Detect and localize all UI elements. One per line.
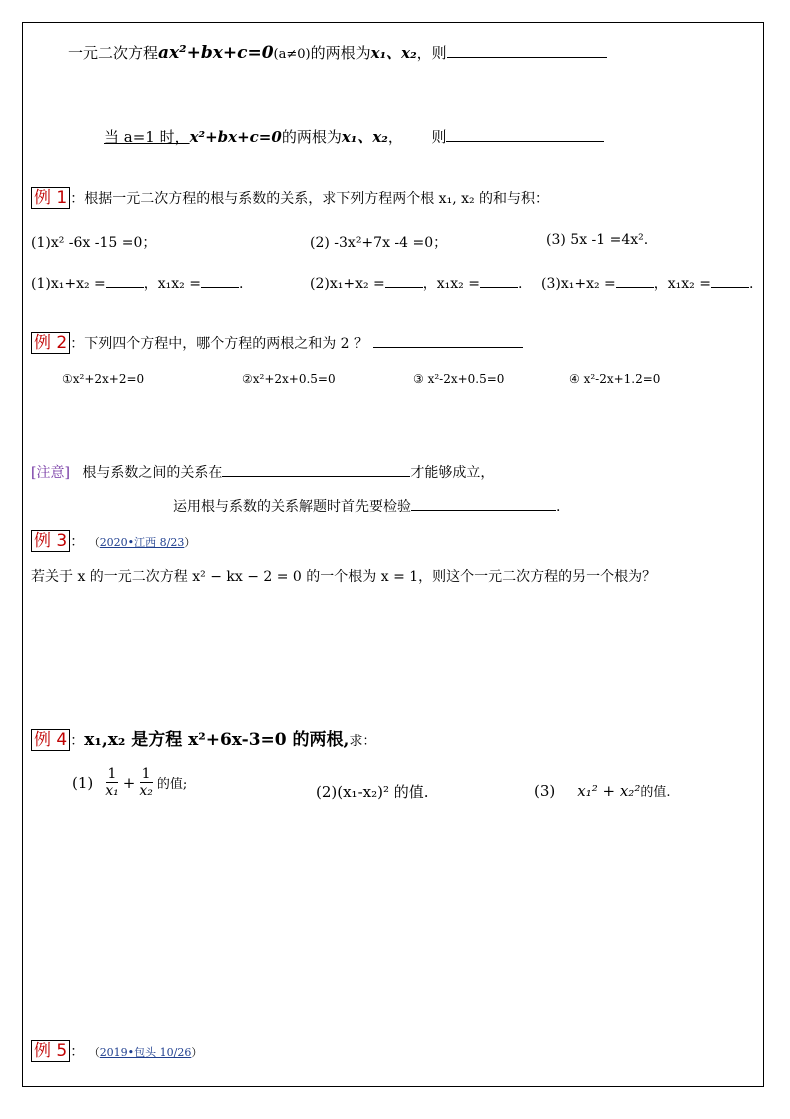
ex4-part-3: (3) x₁² + x₂²的值.	[534, 782, 671, 800]
example-3-header: 例 3 ： （2020•江西 8/23）	[31, 530, 195, 552]
ex1-answer-1: (1)x₁+x₂ = ，x₁x₂ = .	[31, 273, 243, 293]
ex2-option-2: ②x²+2x+0.5=0	[242, 372, 336, 386]
source-link[interactable]: 2019•包头 10/26	[99, 1046, 192, 1059]
example-1-header: 例 1 ：根据一元二次方程的根与系数的关系，求下列方程两个根 x₁, x₂ 的和与积：	[31, 187, 549, 209]
answer-blank[interactable]	[411, 496, 556, 511]
intro-line-2: 当 a=1 时，x²+bx+c=0的两根为x₁、x₂， 则	[104, 126, 604, 147]
fraction: $\frac{1}{\text{x₂}}$	[139, 766, 153, 799]
example-2-header: 例 2 ：下列四个方程中，哪个方程的两根之和为 2 ？	[31, 332, 523, 354]
ex2-option-1: ①x²+2x+2=0	[62, 372, 145, 386]
note-line-1: [注意] 根与系数之间的关系在 才能够成立，	[31, 462, 494, 482]
ex1-equation-2: (2) -3x²+7x -4 =0；	[310, 235, 448, 251]
answer-blank[interactable]	[480, 273, 518, 288]
answer-blank[interactable]	[373, 333, 523, 348]
example-label: 例 3	[31, 530, 70, 552]
ex1-equation-3: (3) 5x -1 =4x².	[546, 232, 649, 248]
answer-blank[interactable]	[447, 42, 607, 58]
example-label: 例 2	[31, 332, 70, 354]
intro-line-1: 一元二次方程ax²+bx+c=0(a≠0)的两根为x₁、x₂，则	[68, 42, 607, 63]
answer-blank[interactable]	[201, 273, 239, 288]
answer-blank[interactable]	[222, 462, 410, 477]
ex2-option-4: ④ x²-2x+1.2=0	[569, 372, 661, 386]
answer-blank[interactable]	[106, 273, 144, 288]
fraction: $\frac{1}{\text{x₁}}$	[105, 766, 119, 799]
example-label: 例 1	[31, 187, 70, 209]
example-5-header: 例 5 ： （2019•包头 10/26）	[31, 1040, 202, 1062]
answer-blank[interactable]	[446, 126, 604, 142]
example-label: 例 5	[31, 1040, 70, 1062]
ex1-answer-2: (2)x₁+x₂ = ，x₁x₂ = .	[310, 273, 522, 293]
answer-blank[interactable]	[385, 273, 423, 288]
ex4-part-2: (2)(x₁-x₂)² 的值.	[316, 783, 429, 801]
example-4-header: 例 4 ：x₁,x₂ 是方程 x²+6x-3=0 的两根,求：	[31, 725, 375, 751]
page-frame	[22, 22, 764, 1087]
note-tag: [注意]	[31, 465, 70, 481]
example-label: 例 4	[31, 729, 70, 751]
ex2-option-3: ③ x²-2x+0.5=0	[413, 372, 505, 386]
ex1-equation-1: (1)x² -6x -15 =0；	[31, 235, 157, 251]
source-link[interactable]: 2020•江西 8/23	[99, 536, 185, 549]
ex1-answer-3: (3)x₁+x₂ = ，x₁x₂ = .	[541, 273, 753, 293]
ex4-part-1: (1) $\frac{1}{\text{x₁}}$ + $\frac{1}{\text{x₂}}$ 的值;	[72, 766, 188, 799]
answer-blank[interactable]	[711, 273, 749, 288]
ex3-question: 若关于 x 的一元二次方程 x² − kx − 2 = 0 的一个根为 x = 1，则这个一元二次方程的另一个根为？	[31, 569, 657, 585]
note-line-2: 运用根与系数的关系解题时首先要检验 .	[173, 496, 560, 516]
answer-blank[interactable]	[616, 273, 654, 288]
